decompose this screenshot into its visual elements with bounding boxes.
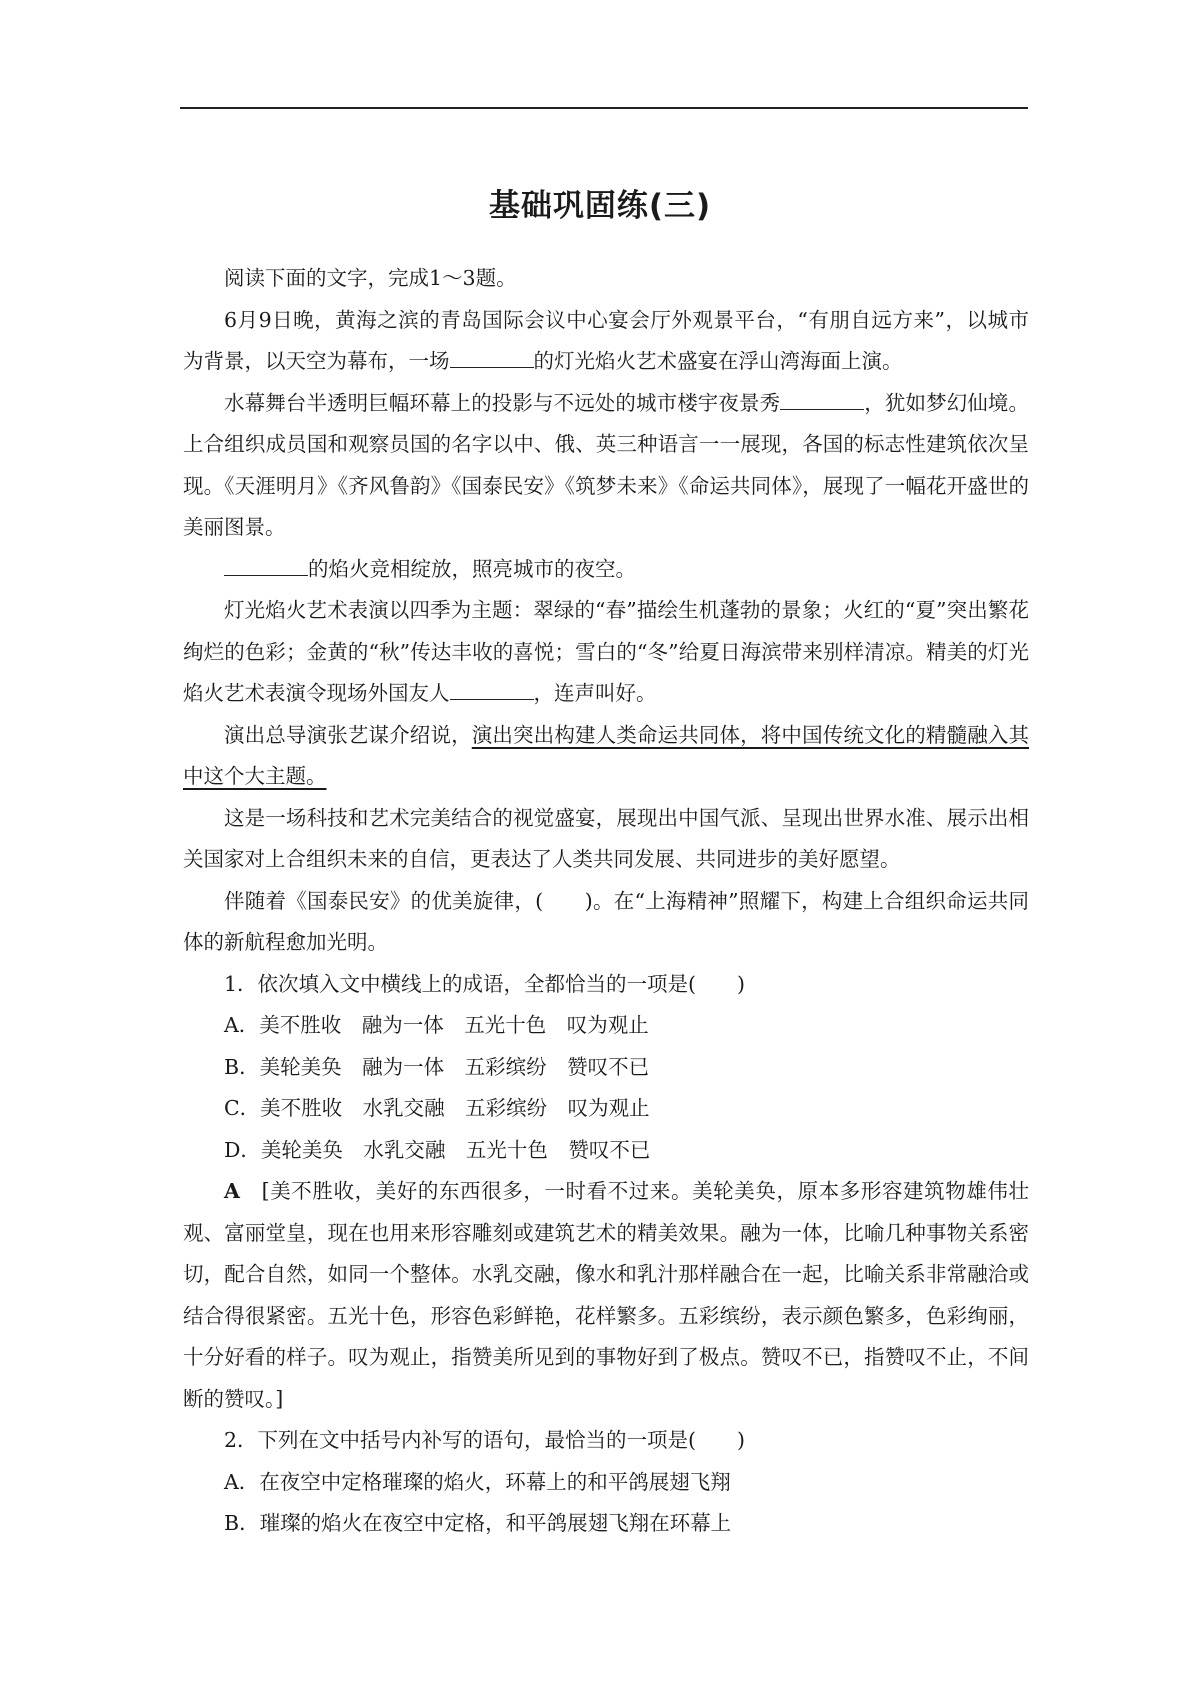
passage-paragraph-4: 灯光焰火艺术表演以四季为主题：翠绿的“春”描绘生机蓬勃的景象；火红的“夏”突出繁花绚烂的色彩；金黄的“秋”传达丰收的喜悦；雪白的“冬”给夏日海滨带来别样清凉。精美的灯光焰火艺术表演令现场外国友人 ，连声叫好。 (183, 598, 1029, 705)
fill-blank-1 (450, 345, 534, 368)
question-1-option-a: A．美不胜收 融为一体 五光十色 叹为观止 (224, 1013, 649, 1037)
passage-paragraph-6: 这是一场科技和艺术完美结合的视觉盛宴，展现出中国气派、呈现出世界水准、展示出相关国家对上合组织未来的自信，更表达了人类共同发展、共同进步的美好愿望。 (183, 805, 1029, 871)
question-1-stem: 1．依次填入文中横线上的成语，全都恰当的一项是( ) (224, 971, 746, 996)
question-2-option-b: B．璀璨的焰火在夜空中定格，和平鸽展翅飞翔在环幕上 (224, 1511, 732, 1535)
header-rule (180, 107, 1028, 109)
question-1-answer (183, 1171, 1029, 1420)
page-title: 基础巩固练(三) (488, 188, 712, 224)
fill-blank-4 (450, 677, 534, 700)
question-1-option-c: C．美不胜收 水乳交融 五彩缤纷 叹为观止 (224, 1096, 650, 1120)
underlined-sentence: 演出突出构建人类命运共同体，将中国传统文化的精髓融入其中这个大主题。 (183, 722, 1030, 788)
question-1-option-b: B．美轮美奂 融为一体 五彩缤纷 赞叹不已 (224, 1054, 650, 1079)
question-2-option-a: A．在夜空中定格璀璨的焰火，环幕上的和平鸽展翅飞翔 (224, 1469, 731, 1494)
answer-letter: A (224, 1179, 240, 1203)
passage-paragraph-7: 伴随着《国泰民安》的优美旋律，( )。在“上海精神”照耀下，构建上合组织命运共同体的新航程愈加光明。 (183, 888, 1029, 954)
fill-blank-2 (780, 387, 864, 410)
question-1-option-d: D．美轮美奂 水乳交融 五光十色 赞叹不已 (224, 1137, 651, 1162)
passage-paragraph-2: 水幕舞台半透明巨幅环幕上的投影与不远处的城市楼宇夜景秀 ，犹如梦幻仙境。上合组织成员国和观察员国的名字以中、俄、英三种语言一一展现，各国的标志性建筑依次呈现。《天涯明月》《齐风鲁韵》《国泰民安》《筑梦未来》《命运共同体》，展现了一幅花开盛世的美丽图景。 (183, 383, 1029, 549)
question-2-stem: 2．下列在文中括号内补写的语句，最恰当的一项是( ) (224, 1428, 746, 1452)
instruction: 阅读下面的文字，完成1～3题。 (224, 266, 517, 290)
document-body (183, 258, 1029, 1545)
passage-paragraph-5: 演出总导演张艺谋介绍说，演出突出构建人类命运共同体，将中国传统文化的精髓融入其中这个大主题。 (183, 722, 1030, 788)
passage-paragraph-3: 的焰火竞相绽放，照亮城市的夜空。 (183, 549, 1029, 591)
fill-blank-3 (224, 553, 308, 576)
passage-paragraph-1: 6月9日晚，黄海之滨的青岛国际会议中心宴会厅外观景平台，“有朋自远方来”，以城市为背景，以天空为幕布，一场 的灯光焰火艺术盛宴在浮山湾海面上演。 (183, 307, 1029, 373)
answer-explanation: [美不胜收，美好的东西很多，一时看不过来。美轮美奂，原本多形容建筑物雄伟壮观、富丽堂皇，现在也用来形容雕刻或建筑艺术的精美效果。融为一体，比喻几种事物关系密切，配合自然，如同一个整体。水乳交融，像水和乳汁那样融合在一起，比喻关系非常融洽或结合得很紧密。五光十色，形容色彩鲜艳，花样繁多。五彩缤纷，表示颜色繁多，色彩绚丽，十分好看的样子。叹为观止，指赞美所见到的事物好到了极点。赞叹不已，指赞叹不止，不间断的赞叹。] (183, 1179, 1030, 1411)
